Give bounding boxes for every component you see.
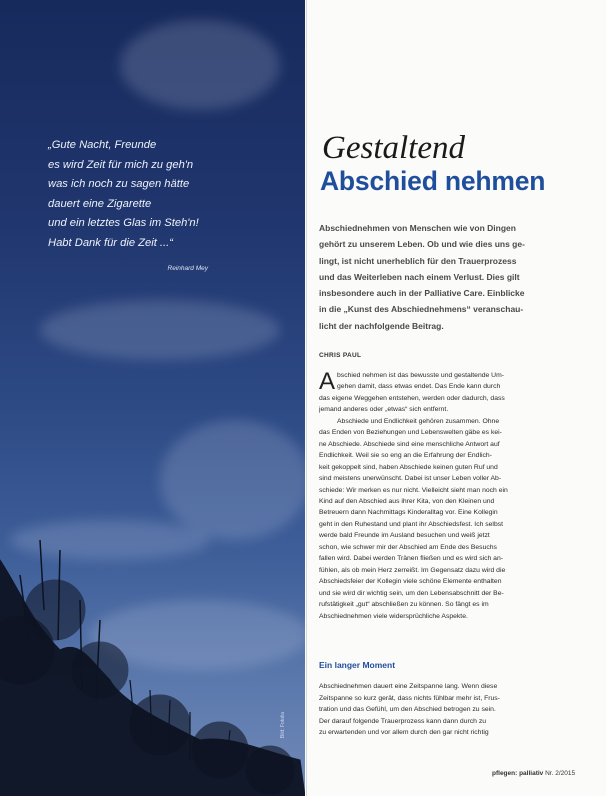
headline-bold: Abschied nehmen (320, 166, 546, 196)
lead-line: licht der nachfolgende Beitrag. (319, 320, 444, 331)
body-line: tration und das Gefühl, um den Abschied betrogen zu sein. (319, 706, 496, 714)
body-line: zu erwartenden und vor allem durch den gar nicht richtig (319, 729, 489, 737)
body-line: fühlen, als ob mein Herz zerreißt. Im Gegensatz dazu wird die (319, 566, 506, 574)
body-line: Endlichkeit. Weil sie so eng an die Erfahrung der Endlich- (319, 452, 492, 460)
section-heading: Ein langer Moment (319, 660, 396, 670)
body-line: Kind auf den Abschied aus ihrer Kita, von den Kleinen und (319, 497, 495, 505)
body-line: Zeitspanne so kurz gerät, dass nichts fühlbar mehr ist, Frus- (319, 694, 500, 702)
magazine-name: pflegen: palliativ (492, 770, 544, 777)
body-line: Der darauf folgende Trauerprozess kann dann durch zu (319, 717, 487, 725)
body-line: keit gekoppelt sind, haben Abschiede keinen guten Ruf und (319, 463, 498, 471)
article-body (319, 370, 569, 622)
body-line: gehen damit, dass etwas endet. Das Ende kann durch (337, 383, 501, 391)
page-footer (492, 770, 575, 777)
quote-line: was ich noch zu sagen hätte (48, 178, 190, 190)
song-quote (48, 136, 278, 253)
quote-line: es wird Zeit für mich zu geh'n (48, 158, 194, 171)
body-line: Abschiednehmen viele widersprüchliche Aspekte. (319, 612, 468, 620)
body-line: bschied nehmen ist das bewusste und gestaltende Um- (337, 372, 505, 379)
lead-line: gehört zu unserem Leben. Ob und wie dies uns ge- (319, 239, 525, 250)
body-line: ne Abschiede. Abschiede sind eine menschliche Antwort auf (319, 440, 500, 448)
quote-line: und ein letztes Glas im Steh'n! (48, 217, 199, 229)
quote-author: Reinhard Mey (167, 265, 208, 272)
body-line: schon, wie schwer mir der Abschied am Ende des Besuchs (319, 543, 497, 551)
body-line: fallen wird. Dabei werden Tränen fließen und es wird sich an- (319, 555, 503, 563)
body-line: Abschiede und Endlichkeit gehören zusammen. Ohne (337, 417, 500, 425)
body-line: schiede: Wir merken es nur nicht. Vielleicht sieht man noch ein (319, 486, 508, 494)
headline-italic: Gestaltend (322, 130, 465, 166)
body-line: und sie wird dir wichtig sein, um den Lebensabschnitt der Be- (319, 589, 504, 597)
drop-cap: A (319, 368, 336, 395)
body-line: Betreuern dann Nachmittags Kinderalltag vor. Eine Kollegin (319, 509, 498, 517)
quote-line: „Gute Nacht, Freunde (48, 139, 157, 151)
lead-paragraph (319, 220, 583, 334)
body-line: geht in den Ruhestand und plant ihr Abschiedsfest. Ich selbst (319, 520, 504, 528)
quote-line: dauert eine Zigarette (48, 197, 152, 210)
body-line: jemand anderes oder „etwas“ sich entfernt. (319, 406, 449, 414)
author-byline: CHRIS PAUL (319, 352, 362, 359)
lead-line: in die „Kunst des Abschiednehmens“ veranschau- (319, 304, 524, 315)
lead-line: lingt, ist nicht unerheblich für den Trauerprozess (319, 255, 517, 266)
body-line: das Enden von Beziehungen und Lebenswelten gäbe es kei- (319, 429, 502, 437)
quote-line: Habt Dank für die Zeit ...“ (48, 236, 173, 249)
article-body-section-2 (319, 681, 569, 739)
issue-number: Nr. 2/2015 (545, 770, 576, 777)
body-line: sind meistens unerwünscht. Dabei ist unser Leben voller Ab- (319, 475, 502, 483)
body-line: Abschiednehmen dauert eine Zeitspanne lang. Wenn diese (319, 683, 498, 690)
column-divider (306, 0, 307, 796)
body-line: das eigene Weggehen entstehen, werden oder dadurch, dass (319, 394, 505, 402)
body-line: Abschiedsfeier der Kollegin viele schöne Elemente enthalten (319, 578, 502, 586)
body-line: werde bald Freunde im Ausland besuchen und weiß jetzt (319, 532, 490, 540)
body-line: rufstätigkeit „gut“ abschließen zu können. So fängt es im (319, 601, 489, 609)
lead-line: Abschiednehmen von Menschen wie von Dingen (319, 223, 516, 233)
photo-credit: Bild: Fotolia (280, 712, 286, 739)
lead-line: und das Weiterleben nach einem Verlust. Dies gilt (319, 271, 520, 282)
lead-line: insbesondere auch in der Palliative Care. Einblicke (319, 288, 525, 299)
